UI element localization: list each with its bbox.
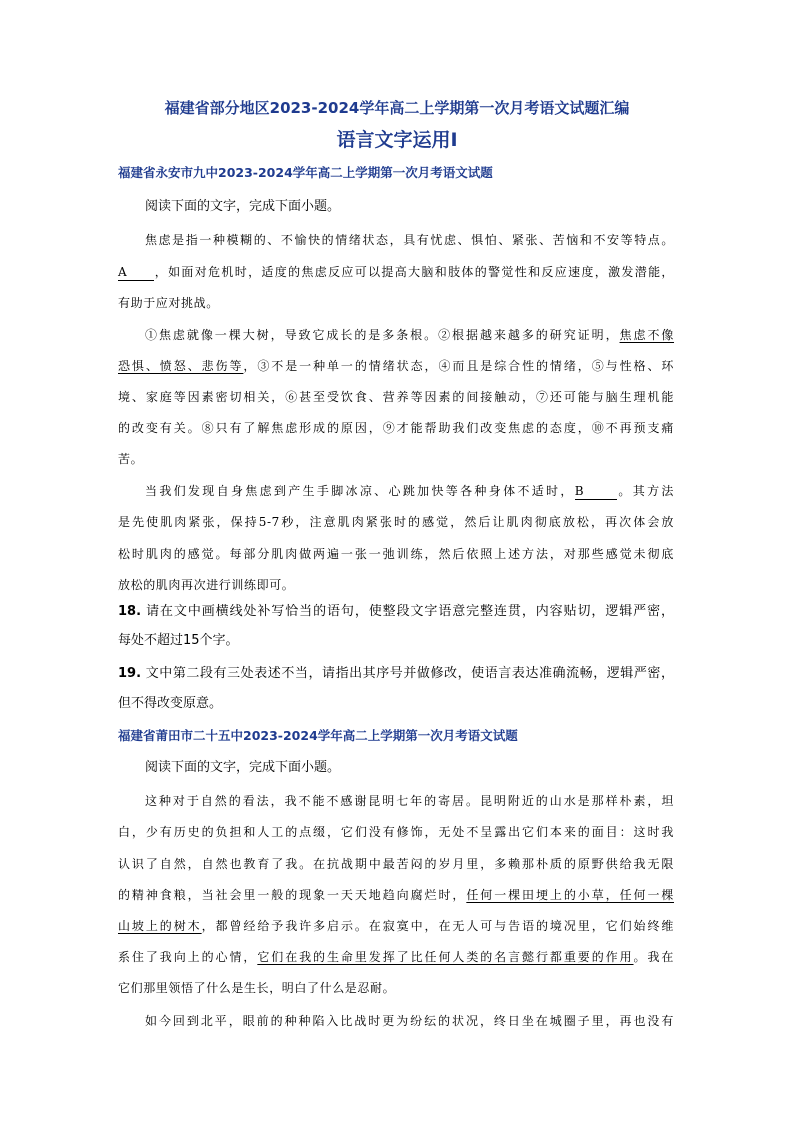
- s2-line5: [118, 917, 674, 935]
- question-19-number: 19.: [118, 666, 142, 681]
- blank-b: B: [575, 484, 617, 500]
- question-18-number: 18.: [118, 604, 142, 619]
- s2-line1: 这种对于自然的看法，我不能不感谢昆明七年的寄居。昆明附近的山水是那样朴素，坦: [145, 794, 674, 808]
- s2-line8: 如今回到北平，眼前的种种陷入比战时更为纷纭的状况，终日坐在城圈子里，再也没有: [145, 1014, 674, 1028]
- s1-p3-line2: 是先使肌肉紧张，保持5-7秒，注意肌肉紧张时的感觉，然后让肌肉彻底放松，再次体会放: [118, 515, 674, 529]
- s2-underlined-2: 山坡上的树木: [118, 919, 202, 933]
- s1-p2-line1-text: ①焦虑就像一棵大树，导致它成长的是多条根。②根据越来越多的研究证明，: [145, 328, 620, 342]
- s1-p1-line3: 有助于应对挑战。: [118, 296, 219, 310]
- question-18-text: 请在文中画横线处补写恰当的语句，使整段文字语意完整连贯，内容贴切，逻辑严密，: [146, 604, 674, 619]
- s1-p2-line4: 的改变有关。⑧只有了解焦虑形成的原因，⑨才能帮助我们改变焦虑的态度，⑩不再预支痛: [118, 421, 674, 435]
- s1-p1-line2: [118, 263, 674, 281]
- s2-line5-text: ，都曾经给予我许多启示。在寂寞中，在无人可与告语的境况里，它们始终维: [201, 919, 674, 933]
- section1-source: 福建省永安市九中2023-2024学年高二上学期第一次月考语文试题: [118, 165, 493, 180]
- s1-p2-line2: [118, 357, 674, 375]
- s2-line6-text: 系住了我向上的心情，: [118, 950, 258, 964]
- s1-p1-line1: 焦虑是指一种模糊的、不愉快的情绪状态，具有忧虑、惧怕、紧张、苦恼和不安等特点。: [145, 233, 674, 247]
- blank-a: A: [118, 265, 154, 281]
- s2-line3: 认识了自然，自然也教育了我。在抗战期中最苦闷的岁月里，多赖那朴质的原野供给我无限: [118, 857, 674, 871]
- question-18: [118, 603, 674, 621]
- question-18-line2: 每处不超过15个字。: [118, 633, 239, 648]
- s1-p3-line4: 放松的肌肉再次进行训练即可。: [118, 578, 295, 592]
- section2-lead: 阅读下面的文字，完成下面小题。: [145, 760, 341, 775]
- section1-lead: 阅读下面的文字，完成下面小题。: [145, 199, 341, 214]
- document-subtitle: 语言文字运用Ⅰ: [336, 129, 458, 151]
- s1-p2-line3: 境、家庭等因素密切相关，⑥甚至受饮食、营养等因素的间接触动，⑦还可能与脑生理机能: [118, 390, 674, 404]
- document-title: 福建省部分地区2023-2024学年高二上学期第一次月考语文试题汇编: [164, 99, 630, 117]
- s2-line2: 白，少有历史的负担和人工的点缀，它们没有修饰，无处不呈露出它们本来的面目：这时我: [118, 825, 674, 839]
- s1-p2-underlined-1: 焦虑不像: [619, 328, 675, 342]
- s2-line6-end: 。我在: [633, 950, 674, 964]
- s2-line4-text: 的精神食粮，当社会里一般的现象一天天地趋向腐烂时，: [118, 888, 467, 902]
- s1-p1-line2-text: ，如面对危机时，适度的焦虑反应可以提高大脑和肢体的警觉性和反应速度，激发潜能，: [154, 265, 674, 279]
- s1-p3-line1-text: 当我们发现自身焦虑到产生手脚冰凉、心跳加快等各种身体不适时，: [145, 484, 575, 498]
- s2-underlined-3: 它们在我的生命里发挥了比任何人类的名言懿行都重要的作用: [257, 950, 634, 964]
- s1-p2-underlined-2: 恐惧、愤怒、悲伤等: [118, 359, 244, 373]
- s1-p3-line1: [145, 482, 674, 500]
- s1-p2-line1: [145, 326, 674, 344]
- question-19-line2: 但不得改变原意。: [118, 696, 223, 711]
- s2-line6: [118, 948, 674, 966]
- s1-p3-line3: 松时肌肉的感觉。每部分肌肉做两遍一张一弛训练，然后依照上述方法，对那些感觉未彻底: [118, 547, 674, 561]
- question-19-text: 文中第二段有三处表述不当，请指出其序号并做修改，使语言表达准确流畅，逻辑严密，: [145, 666, 674, 681]
- s2-line4: [118, 886, 674, 904]
- s1-p2-line5: 苦。: [118, 452, 144, 466]
- section2-source: 福建省莆田市二十五中2023-2024学年高二上学期第一次月考语文试题: [118, 728, 518, 743]
- s1-p3-line1-end: 。其方法: [616, 484, 674, 498]
- s1-p2-line2-text: ，③不是一种单一的情绪状态，④而且是综合性的情绪，⑤与性格、环: [243, 359, 674, 373]
- s2-line7: 它们那里领悟了什么是生长，明白了什么是忍耐。: [118, 981, 396, 995]
- s2-underlined-1: 任何一棵田埂上的小草，任何一棵: [466, 888, 674, 902]
- question-19: [118, 665, 674, 683]
